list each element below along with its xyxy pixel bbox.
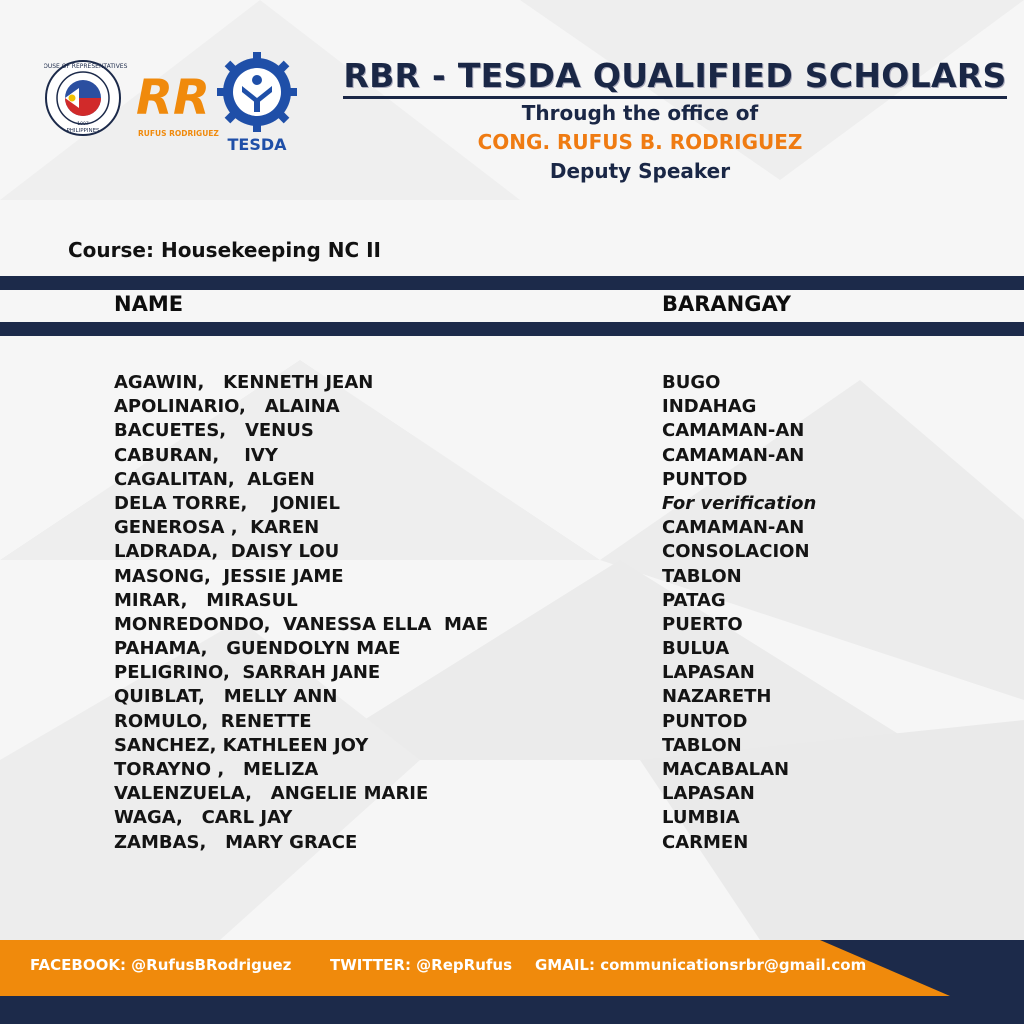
scholar-name: MIRAR, MIRASUL <box>114 589 298 611</box>
table-row <box>0 492 1024 516</box>
scholar-name: WAGA, CARL JAY <box>114 807 293 829</box>
header-band-bottom <box>0 322 1024 336</box>
table-row <box>0 589 1024 613</box>
title-block <box>340 56 1010 186</box>
table-row <box>0 806 1024 830</box>
svg-text:1907: 1907 <box>77 122 89 127</box>
scholar-barangay: CONSOLACION <box>662 541 810 563</box>
scholar-barangay: CAMAMAN-AN <box>662 420 805 442</box>
scholar-name: SANCHEZ, KATHLEEN JOY <box>114 734 369 756</box>
column-header-name: NAME <box>114 292 184 316</box>
table-row <box>0 468 1024 492</box>
svg-text:HOUSE OF REPRESENTATIVES: HOUSE OF REPRESENTATIVES <box>44 63 128 70</box>
scholar-barangay: LAPASAN <box>662 662 755 684</box>
scholar-barangay: LAPASAN <box>662 783 755 805</box>
scholar-barangay: LUMBIA <box>662 807 740 829</box>
rr-logo-icon <box>136 70 219 138</box>
table-row <box>0 444 1024 468</box>
gmail-address: GMAIL: communicationsrbr@gmail.com <box>535 956 867 974</box>
scholar-barangay: BULUA <box>662 638 730 660</box>
twitter-handle: TWITTER: @RepRufus <box>330 956 513 974</box>
table-row <box>0 685 1024 709</box>
scholar-barangay: INDAHAG <box>662 396 757 418</box>
scholar-name: MASONG, JESSIE JAME <box>114 565 344 587</box>
scholar-barangay: TABLON <box>662 734 742 756</box>
scholar-barangay: PATAG <box>662 589 726 611</box>
table-row <box>0 419 1024 443</box>
house-of-representatives-seal-icon <box>44 61 128 135</box>
scholar-name: APOLINARIO, ALAINA <box>114 396 340 418</box>
table-row <box>0 637 1024 661</box>
scholar-name: MONREDONDO, VANESSA ELLA MAE <box>114 613 489 635</box>
table-row <box>0 540 1024 564</box>
table-row <box>0 710 1024 734</box>
scholar-name: VALENZUELA, ANGELIE MARIE <box>114 783 429 805</box>
scholar-name: ZAMBAS, MARY GRACE <box>114 831 358 853</box>
svg-text:RUFUS RODRIGUEZ: RUFUS RODRIGUEZ <box>138 129 219 138</box>
scholar-name: AGAWIN, KENNETH JEAN <box>114 372 374 393</box>
scholar-barangay: CARMEN <box>662 831 749 853</box>
scholar-barangay: CAMAMAN-AN <box>662 517 805 539</box>
table-row <box>0 371 1024 395</box>
congressman-name: CONG. RUFUS B. RODRIGUEZ <box>477 130 803 154</box>
office-line: Through the office of <box>521 101 759 125</box>
table-row <box>0 565 1024 589</box>
scholar-name: LADRADA, DAISY LOU <box>114 541 340 563</box>
scholar-name: DELA TORRE, JONIEL <box>114 492 340 514</box>
page-title: RBR - TESDA QUALIFIED SCHOLARS <box>343 56 1006 99</box>
scholar-name: BACUETES, VENUS <box>114 420 314 442</box>
scholar-barangay: PUNTOD <box>662 468 748 490</box>
scholar-name: GENEROSA , KAREN <box>114 517 320 539</box>
scholar-barangay: BUGO <box>662 372 721 393</box>
scholar-barangay: NAZARETH <box>662 686 772 708</box>
table-row <box>0 734 1024 758</box>
table-row <box>0 395 1024 419</box>
logo-group <box>44 52 304 156</box>
scholar-barangay: For verification <box>662 492 817 514</box>
scholar-name: CABURAN, IVY <box>114 444 278 466</box>
svg-text:TESDA: TESDA <box>227 135 287 154</box>
scholar-name: QUIBLAT, MELLY ANN <box>114 686 338 708</box>
scholar-name: PAHAMA, GUENDOLYN MAE <box>114 638 401 660</box>
course-label: Course: Housekeeping NC II <box>68 238 381 262</box>
scholar-barangay: TABLON <box>662 565 742 587</box>
scholar-barangay: PUERTO <box>662 613 743 635</box>
table-row <box>0 782 1024 806</box>
table-row <box>0 831 1024 855</box>
scholar-name: TORAYNO , MELIZA <box>114 759 319 780</box>
svg-text:RR: RR <box>136 70 210 126</box>
scholar-barangay: PUNTOD <box>662 710 748 732</box>
scholar-barangay: MACABALAN <box>662 759 790 780</box>
scholar-list <box>0 371 1024 855</box>
svg-text:PHILIPPINES: PHILIPPINES <box>66 128 100 134</box>
table-row <box>0 758 1024 782</box>
table-row <box>0 516 1024 540</box>
header-band-top <box>0 276 1024 290</box>
scholar-name: ROMULO, RENETTE <box>114 710 312 732</box>
scholar-barangay: CAMAMAN-AN <box>662 444 805 466</box>
table-row <box>0 661 1024 685</box>
facebook-handle: FACEBOOK: @RufusBRodriguez <box>30 956 292 974</box>
position-line: Deputy Speaker <box>549 159 731 183</box>
scholar-name: PELIGRINO, SARRAH JANE <box>114 662 381 684</box>
scholar-name: CAGALITAN, ALGEN <box>114 468 315 490</box>
column-header-barangay: BARANGAY <box>662 292 791 316</box>
table-row <box>0 613 1024 637</box>
